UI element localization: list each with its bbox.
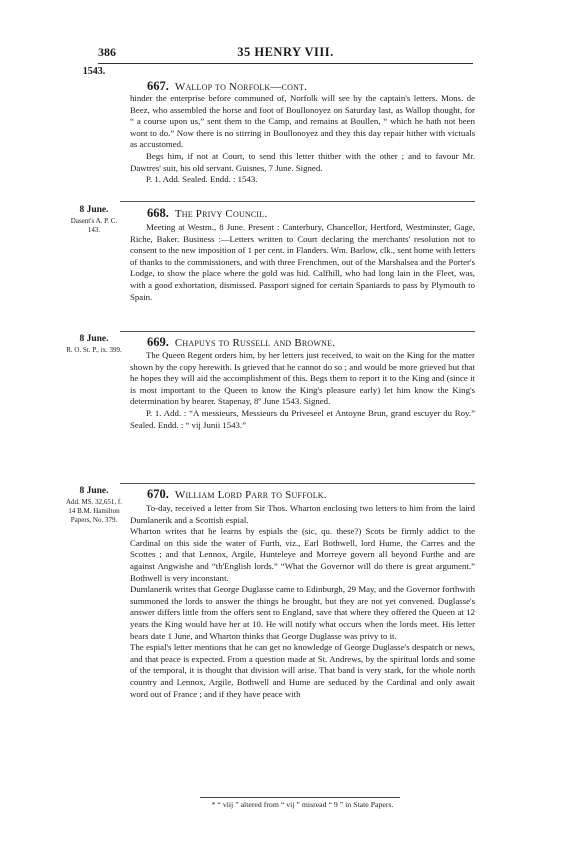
entry-669-margin — [66, 335, 122, 355]
source-reference: R. O. St. P., ix. 399. — [66, 346, 122, 354]
source-reference: Dasent's A. P. C. 143. — [70, 217, 118, 234]
entry-668-title — [147, 206, 477, 221]
footnote-rule — [200, 797, 400, 798]
header-rule — [98, 63, 473, 64]
paragraph: Begs him, if not at Court, to send this letter thither with the other ; and to favour Mr. Dawtres' suit, his old servant. Guisnes, 7 June. Signed. — [130, 150, 475, 173]
entry-number: 667. — [147, 79, 169, 93]
entry-669-body — [130, 350, 475, 431]
paragraph: P. 1. Add. : “A messieurs, Messieurs du Priveseel et Antoyne Brun, grand escuyer du Roy.” Sealed. Endd. : “ vij Junii 1543.” — [130, 407, 475, 430]
paragraph: P. 1. Add. Sealed. Endd. : 1543. — [146, 174, 258, 185]
paragraph: To-day, received a letter from Sir Thos. Wharton enclosing two letters to him from the laird Dumlanerik and a Scottish espial. — [130, 503, 475, 525]
entry-668-margin — [66, 206, 122, 235]
entry-670-body — [130, 503, 475, 700]
entry-number: 670. — [147, 487, 169, 501]
entry-668-body — [130, 222, 475, 303]
paragraph: Dumlanerik writes that George Duglasse came to Edinburgh, 29 May, and the Governor forthwith summoned the lords to answer the things he brought, but they are not yet convened. Duglasse's answer differs little from the offers sent to England, save that where they offered the Queen at 12 years the King would have her at 10. He will notify what occurs when the lords meet. His letter bears date 1 June, and Wharton thinks that George Duglasse was privy to it. — [130, 584, 475, 641]
paragraph: Wharton writes that he learns by espials the (sic, qu. these?) Scots be firmly addict to the Cardinal on this side the water of Furth, viz., Earl Bothwell, lord Hume, the Carres and the Scottes ; and that Lennox, Argile, Hunteleye and Morreye govern all beyond Furthe and are against Angwishe and “th'English lords.” “What the Governor will do there is great argument.” Bothwell is very inconstant. — [130, 526, 475, 583]
entry-670-margin — [66, 487, 122, 525]
running-title: 35 HENRY VIII. — [237, 45, 334, 59]
paragraph: The Queen Regent orders him, by her letters just received, to wait on the King for the matter shown by the copy herewith. Is grieved that he cannot do so ; and would be more grieved but that he hopes they will aid the accomplishment of this. Begs them to report it to the King and (since it is most important to the Queen to know the King's pleasure early) let him know the King's determination by bearer. Stapenay, 8º June 1543. Signed. — [130, 350, 475, 407]
running-header — [98, 45, 473, 59]
entry-670-title — [147, 487, 477, 502]
paragraph: The espial's letter mentions that he can get no knowledge of George Duglasse's despatch or news, and that peace is expected. From a question made at St. Andrews, by the spiritual lords and some of the temporal, it is thought that division will arise. That band is very stark, for the whole north country and Lennox, Argile, Bothwell and Hume are seduced by the Cardinal and only await word out of France ; and if they have peace with — [130, 642, 475, 699]
entry-heading: William Lord Parr to Suffolk. — [174, 489, 327, 501]
entry-number: 669. — [147, 335, 169, 349]
entry-heading: Chapuys to Russell and Browne. — [174, 337, 336, 349]
entry-date: 8 June. — [79, 205, 109, 215]
paragraph: hinder the enterprise before communed of, Norfolk will see by the captain's letters. Mons. de Beez, who assembled the horse and foot of Boullonoyez on Saturday last, as Wallop thought, for “ a course upon us,” sent them to the Camp, and remains at Boullen, “ which he hath not been wont to do.” Now there is no stirring in Boullonoyez and they this day repair hither with victuals as accustomed. — [130, 93, 475, 150]
margin-year: 1543. — [82, 66, 106, 77]
entry-date: 8 June. — [79, 486, 109, 496]
entry-heading: Wallop to Norfolk—cont. — [174, 81, 308, 93]
entry-date: 8 June. — [79, 334, 109, 344]
entry-separator — [120, 483, 475, 484]
entry-separator — [120, 331, 475, 332]
page-number: 386 — [98, 45, 116, 59]
entry-667-title — [147, 79, 477, 94]
entry-heading: The Privy Council. — [174, 208, 268, 220]
paragraph: Meeting at Westm., 8 June. Present : Canterbury, Chancellor, Hertford, Westminster, Gage, Riche, Baker. Business :—Letters written to Court declaring the merchants' resolution not to consent to the new imposition of 1 per cent. in Flanders. Wm. Barlow, clk., sent home with letters of thanks to the commissioners, and with three Frenchmen, out of the Marshalsea and the Porter's Lodge, to show the place where the gold was hid. Calfhill, who had long lain in the Fleet, was, with a good exhortation, dismissed. Passport signed for certain Spaniards to pass by Plymouth to Spain. — [130, 222, 475, 302]
entry-number: 668. — [147, 206, 169, 220]
source-reference: Add. MS. 32,651, f. 14 B.M. Hamilton Papers, No. 379. — [66, 498, 123, 524]
entry-667-body — [130, 93, 475, 186]
entry-separator — [120, 201, 475, 202]
footnote: * “ viij ” altered from “ vij ” misread “ 9 ” in State Papers. — [211, 800, 394, 809]
entry-669-title — [147, 335, 477, 350]
